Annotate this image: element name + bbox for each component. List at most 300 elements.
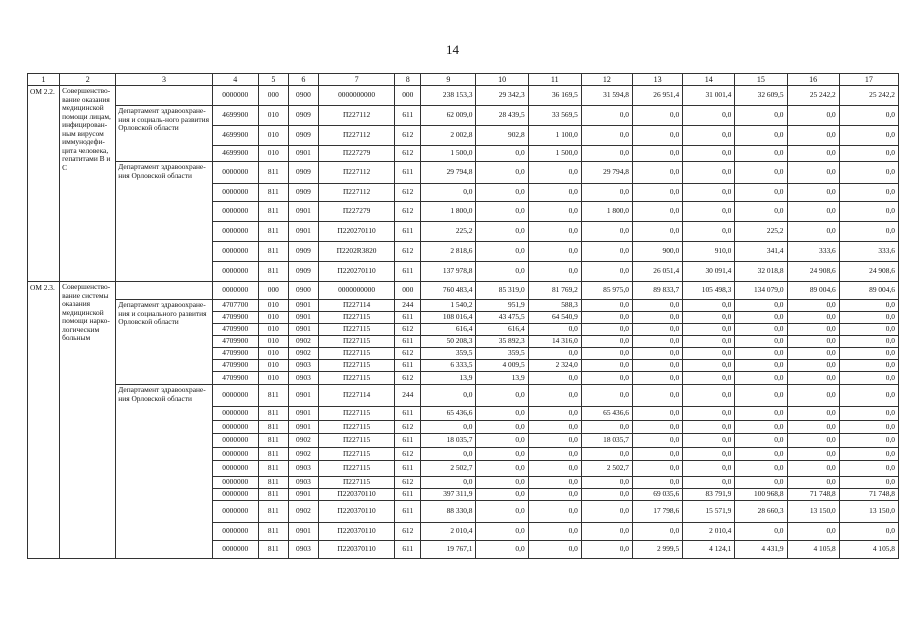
amount-cell: 0,0: [581, 300, 632, 312]
amount-cell: 0,0: [787, 348, 839, 360]
code-cell: П220370110: [318, 501, 394, 523]
column-number-header: 14: [683, 74, 735, 86]
code-cell: 811: [258, 461, 288, 477]
code-cell: П227112: [318, 126, 394, 146]
column-number-header: 1: [28, 74, 60, 86]
column-number-header: 11: [528, 74, 581, 86]
amount-cell: 25 242,2: [787, 86, 839, 106]
amount-cell: 4 009,5: [476, 360, 528, 372]
amount-cell: 50 208,3: [421, 336, 476, 348]
code-cell: П227115: [318, 348, 394, 360]
code-cell: 0909: [288, 184, 318, 202]
code-cell: 010: [258, 146, 288, 162]
amount-cell: 0,0: [839, 324, 898, 336]
code-cell: 811: [258, 385, 288, 407]
amount-cell: 26 951,4: [633, 86, 683, 106]
code-cell: 0000000: [212, 282, 258, 300]
amount-cell: 0,0: [581, 324, 632, 336]
amount-cell: 0,0: [476, 162, 528, 184]
code-cell: 0903: [288, 461, 318, 477]
code-cell: П227114: [318, 300, 394, 312]
code-cell: 612: [395, 202, 421, 222]
amount-cell: 1 800,0: [581, 202, 632, 222]
amount-cell: 0,0: [633, 126, 683, 146]
amount-cell: 0,0: [581, 184, 632, 202]
measure-code: ОМ 2.3.: [28, 282, 60, 559]
amount-cell: 0,0: [787, 523, 839, 541]
amount-cell: 0,0: [633, 372, 683, 385]
amount-cell: 333,6: [787, 242, 839, 262]
amount-cell: 25 242,2: [839, 86, 898, 106]
amount-cell: 0,0: [528, 262, 581, 282]
code-cell: 611: [395, 262, 421, 282]
code-cell: 811: [258, 523, 288, 541]
amount-cell: 0,0: [633, 222, 683, 242]
amount-cell: 0,0: [683, 448, 735, 461]
amount-cell: 0,0: [839, 348, 898, 360]
amount-cell: 0,0: [528, 202, 581, 222]
amount-cell: 0,0: [787, 336, 839, 348]
amount-cell: 26 051,4: [633, 262, 683, 282]
amount-cell: 0,0: [633, 360, 683, 372]
code-cell: 0903: [288, 541, 318, 559]
code-cell: 4699900: [212, 106, 258, 126]
amount-cell: 31 001,4: [683, 86, 735, 106]
code-cell: П227115: [318, 434, 394, 448]
code-cell: 612: [395, 348, 421, 360]
column-number-header: 16: [787, 74, 839, 86]
code-cell: 811: [258, 448, 288, 461]
organization-name: Департамент здравоохране-ния Орловской области: [116, 385, 212, 559]
code-cell: 0901: [288, 324, 318, 336]
amount-cell: 0,0: [683, 385, 735, 407]
code-cell: 0900: [288, 86, 318, 106]
amount-cell: 32 609,5: [735, 86, 787, 106]
amount-cell: 0,0: [581, 541, 632, 559]
amount-cell: 0,0: [528, 372, 581, 385]
amount-cell: 0,0: [839, 162, 898, 184]
amount-cell: 0,0: [683, 407, 735, 421]
amount-cell: 0,0: [633, 421, 683, 434]
amount-cell: 0,0: [787, 312, 839, 324]
code-cell: 612: [395, 448, 421, 461]
amount-cell: 0,0: [581, 448, 632, 461]
code-cell: П220370110: [318, 489, 394, 501]
code-cell: 0000000: [212, 461, 258, 477]
code-cell: 0000000: [212, 501, 258, 523]
code-cell: 000: [395, 86, 421, 106]
code-cell: 010: [258, 324, 288, 336]
amount-cell: 0,0: [581, 336, 632, 348]
code-cell: 0000000: [212, 434, 258, 448]
amount-cell: 0,0: [735, 372, 787, 385]
amount-cell: 36 169,5: [528, 86, 581, 106]
amount-cell: 1 540,2: [421, 300, 476, 312]
amount-cell: 0,0: [476, 541, 528, 559]
code-cell: 611: [395, 489, 421, 501]
amount-cell: 2 324,0: [528, 360, 581, 372]
amount-cell: 0,0: [528, 407, 581, 421]
amount-cell: 89 004,6: [839, 282, 898, 300]
amount-cell: 71 748,8: [839, 489, 898, 501]
code-cell: 244: [395, 300, 421, 312]
amount-cell: 0,0: [581, 489, 632, 501]
code-cell: 0000000: [212, 262, 258, 282]
code-cell: 0909: [288, 242, 318, 262]
code-cell: 0000000000: [318, 282, 394, 300]
code-cell: 0901: [288, 523, 318, 541]
amount-cell: 108 016,4: [421, 312, 476, 324]
code-cell: 0901: [288, 300, 318, 312]
code-cell: 611: [395, 360, 421, 372]
amount-cell: 2 010,4: [421, 523, 476, 541]
amount-cell: 0,0: [421, 184, 476, 202]
code-cell: 611: [395, 222, 421, 242]
amount-cell: 105 498,3: [683, 282, 735, 300]
amount-cell: 0,0: [839, 372, 898, 385]
amount-cell: 0,0: [735, 324, 787, 336]
amount-cell: 0,0: [581, 262, 632, 282]
code-cell: 0909: [288, 106, 318, 126]
amount-cell: 0,0: [476, 523, 528, 541]
amount-cell: 29 342,3: [476, 86, 528, 106]
amount-cell: 28 439,5: [476, 106, 528, 126]
amount-cell: 134 079,0: [735, 282, 787, 300]
amount-cell: 616,4: [421, 324, 476, 336]
code-cell: 4709900: [212, 312, 258, 324]
amount-cell: 900,0: [633, 242, 683, 262]
amount-cell: 359,5: [476, 348, 528, 360]
code-cell: 612: [395, 523, 421, 541]
column-number-header: 6: [288, 74, 318, 86]
amount-cell: 0,0: [528, 348, 581, 360]
column-number-header: 5: [258, 74, 288, 86]
code-cell: 0901: [288, 407, 318, 421]
amount-cell: 85 975,0: [581, 282, 632, 300]
code-cell: 811: [258, 184, 288, 202]
amount-cell: 0,0: [476, 448, 528, 461]
amount-cell: 0,0: [421, 421, 476, 434]
code-cell: П227115: [318, 448, 394, 461]
amount-cell: 0,0: [787, 477, 839, 489]
amount-cell: 0,0: [787, 184, 839, 202]
amount-cell: 0,0: [839, 385, 898, 407]
amount-cell: 13 150,0: [787, 501, 839, 523]
code-cell: П227115: [318, 461, 394, 477]
code-cell: 611: [395, 162, 421, 184]
amount-cell: 0,0: [421, 385, 476, 407]
amount-cell: 0,0: [787, 448, 839, 461]
amount-cell: 0,0: [581, 372, 632, 385]
amount-cell: 0,0: [839, 523, 898, 541]
code-cell: 0000000: [212, 184, 258, 202]
amount-cell: 0,0: [421, 477, 476, 489]
code-cell: 612: [395, 242, 421, 262]
code-cell: П227279: [318, 146, 394, 162]
amount-cell: 0,0: [735, 336, 787, 348]
code-cell: 811: [258, 202, 288, 222]
amount-cell: 2 002,8: [421, 126, 476, 146]
amount-cell: 4 431,9: [735, 541, 787, 559]
amount-cell: 0,0: [633, 106, 683, 126]
amount-cell: 18 035,7: [421, 434, 476, 448]
amount-cell: 0,0: [787, 222, 839, 242]
organization-name: Департамент здравоохране-ния и социального развития Орловской области: [116, 300, 212, 385]
amount-cell: 24 908,6: [839, 262, 898, 282]
amount-cell: 0,0: [633, 162, 683, 184]
amount-cell: 0,0: [839, 434, 898, 448]
code-cell: 0902: [288, 348, 318, 360]
code-cell: 0000000: [212, 242, 258, 262]
amount-cell: 0,0: [476, 461, 528, 477]
amount-cell: 0,0: [633, 312, 683, 324]
code-cell: П227114: [318, 385, 394, 407]
amount-cell: 0,0: [839, 146, 898, 162]
code-cell: 0000000: [212, 489, 258, 501]
code-cell: 0902: [288, 434, 318, 448]
amount-cell: 0,0: [839, 407, 898, 421]
code-cell: 4709900: [212, 324, 258, 336]
organization-name: Департамент здравоохране-ния Орловской области: [116, 162, 212, 282]
amount-cell: 0,0: [581, 312, 632, 324]
code-cell: 811: [258, 407, 288, 421]
amount-cell: 0,0: [735, 461, 787, 477]
code-cell: П227115: [318, 477, 394, 489]
amount-cell: 0,0: [633, 336, 683, 348]
amount-cell: 0,0: [528, 434, 581, 448]
amount-cell: 0,0: [787, 434, 839, 448]
code-cell: 612: [395, 324, 421, 336]
amount-cell: 0,0: [528, 448, 581, 461]
amount-cell: 0,0: [683, 324, 735, 336]
table-row: [28, 385, 899, 407]
column-number-header: 9: [421, 74, 476, 86]
code-cell: П220370110: [318, 541, 394, 559]
amount-cell: 30 091,4: [683, 262, 735, 282]
amount-cell: 100 968,8: [735, 489, 787, 501]
table-row: [28, 106, 899, 126]
amount-cell: 0,0: [528, 489, 581, 501]
amount-cell: 0,0: [633, 523, 683, 541]
amount-cell: 0,0: [683, 461, 735, 477]
amount-cell: 0,0: [421, 448, 476, 461]
organization-name: Департамент здравоохране-ния и социаль-ного развития Орловской области: [116, 106, 212, 162]
amount-cell: 0,0: [633, 461, 683, 477]
amount-cell: 0,0: [633, 385, 683, 407]
amount-cell: 0,0: [476, 146, 528, 162]
amount-cell: 0,0: [528, 461, 581, 477]
organization-blank: [116, 86, 212, 106]
code-cell: 0901: [288, 312, 318, 324]
amount-cell: 0,0: [581, 106, 632, 126]
amount-cell: 35 892,3: [476, 336, 528, 348]
amount-cell: 0,0: [735, 477, 787, 489]
amount-cell: 0,0: [683, 146, 735, 162]
code-cell: 010: [258, 300, 288, 312]
code-cell: П227115: [318, 407, 394, 421]
code-cell: 0901: [288, 489, 318, 501]
code-cell: 0000000: [212, 202, 258, 222]
amount-cell: 0,0: [476, 385, 528, 407]
code-cell: 811: [258, 489, 288, 501]
code-cell: 0000000: [212, 421, 258, 434]
amount-cell: 83 791,9: [683, 489, 735, 501]
amount-cell: 0,0: [581, 348, 632, 360]
amount-cell: 2 502,7: [421, 461, 476, 477]
code-cell: П227115: [318, 324, 394, 336]
amount-cell: 0,0: [476, 477, 528, 489]
measure-name: Совершенство-вание системы оказания медицинской помощи нарко-логическим больным: [60, 282, 116, 559]
code-cell: 0000000: [212, 222, 258, 242]
amount-cell: 71 748,8: [787, 489, 839, 501]
amount-cell: 0,0: [735, 407, 787, 421]
code-cell: 611: [395, 407, 421, 421]
amount-cell: 0,0: [633, 407, 683, 421]
amount-cell: 0,0: [528, 477, 581, 489]
amount-cell: 588,3: [528, 300, 581, 312]
amount-cell: 0,0: [528, 501, 581, 523]
amount-cell: 29 794,8: [581, 162, 632, 184]
code-cell: 0900: [288, 282, 318, 300]
amount-cell: 0,0: [787, 106, 839, 126]
amount-cell: 902,8: [476, 126, 528, 146]
amount-cell: 397 311,9: [421, 489, 476, 501]
amount-cell: 951,9: [476, 300, 528, 312]
code-cell: 0902: [288, 336, 318, 348]
code-cell: 0000000000: [318, 86, 394, 106]
amount-cell: 0,0: [476, 489, 528, 501]
organization-blank: [116, 282, 212, 300]
amount-cell: 0,0: [683, 348, 735, 360]
code-cell: 0902: [288, 501, 318, 523]
amount-cell: 137 978,8: [421, 262, 476, 282]
amount-cell: 0,0: [581, 242, 632, 262]
amount-cell: 0,0: [787, 300, 839, 312]
amount-cell: 0,0: [839, 360, 898, 372]
amount-cell: 0,0: [787, 385, 839, 407]
amount-cell: 0,0: [633, 300, 683, 312]
amount-cell: 0,0: [735, 523, 787, 541]
table-row: [28, 300, 899, 312]
amount-cell: 0,0: [683, 106, 735, 126]
column-number-header: 4: [212, 74, 258, 86]
amount-cell: 0,0: [528, 421, 581, 434]
code-cell: П220370110: [318, 523, 394, 541]
code-cell: 611: [395, 312, 421, 324]
amount-cell: 341,4: [735, 242, 787, 262]
code-cell: 0901: [288, 385, 318, 407]
column-number-header: 3: [116, 74, 212, 86]
code-cell: П220270110: [318, 222, 394, 242]
code-cell: 0000000: [212, 407, 258, 421]
column-number-header: 13: [633, 74, 683, 86]
page-number: 14: [446, 42, 459, 57]
code-cell: 244: [395, 385, 421, 407]
code-cell: 0909: [288, 262, 318, 282]
code-cell: 612: [395, 477, 421, 489]
amount-cell: 0,0: [735, 184, 787, 202]
code-cell: 0000000: [212, 477, 258, 489]
amount-cell: 0,0: [683, 126, 735, 146]
measure-name: Совершенство-вание оказания медицинской помощи лицам, инфицирован-ным вирусом иммунодефи-цита человека, гепатитами В и С: [60, 86, 116, 282]
amount-cell: 0,0: [735, 300, 787, 312]
amount-cell: 0,0: [839, 312, 898, 324]
amount-cell: 0,0: [683, 312, 735, 324]
code-cell: 811: [258, 162, 288, 184]
code-cell: 4709900: [212, 372, 258, 385]
amount-cell: 0,0: [581, 385, 632, 407]
amount-cell: 0,0: [683, 300, 735, 312]
amount-cell: 225,2: [735, 222, 787, 242]
amount-cell: 0,0: [839, 448, 898, 461]
code-cell: П227115: [318, 360, 394, 372]
code-cell: 0903: [288, 477, 318, 489]
amount-cell: 0,0: [735, 448, 787, 461]
amount-cell: 0,0: [839, 106, 898, 126]
amount-cell: 4 105,8: [787, 541, 839, 559]
amount-cell: 0,0: [581, 477, 632, 489]
column-number-header: 10: [476, 74, 528, 86]
amount-cell: 0,0: [683, 222, 735, 242]
amount-cell: 0,0: [839, 421, 898, 434]
amount-cell: 0,0: [476, 202, 528, 222]
table-row: [28, 162, 899, 184]
amount-cell: 13,9: [476, 372, 528, 385]
amount-cell: 0,0: [735, 360, 787, 372]
amount-cell: 1 100,0: [528, 126, 581, 146]
code-cell: 000: [258, 282, 288, 300]
amount-cell: 13 150,0: [839, 501, 898, 523]
amount-cell: 0,0: [683, 360, 735, 372]
amount-cell: 0,0: [633, 324, 683, 336]
amount-cell: 0,0: [787, 407, 839, 421]
code-cell: 811: [258, 262, 288, 282]
amount-cell: 0,0: [476, 222, 528, 242]
amount-cell: 33 569,5: [528, 106, 581, 126]
code-cell: П220270110: [318, 262, 394, 282]
amount-cell: 0,0: [633, 477, 683, 489]
code-cell: П227115: [318, 312, 394, 324]
code-cell: 0903: [288, 372, 318, 385]
code-cell: 010: [258, 312, 288, 324]
amount-cell: 0,0: [735, 106, 787, 126]
amount-cell: 69 035,6: [633, 489, 683, 501]
amount-cell: 13,9: [421, 372, 476, 385]
amount-cell: 2 818,6: [421, 242, 476, 262]
amount-cell: 0,0: [683, 202, 735, 222]
amount-cell: 81 769,2: [528, 282, 581, 300]
code-cell: 4709900: [212, 336, 258, 348]
amount-cell: 616,4: [476, 324, 528, 336]
amount-cell: 1 500,0: [528, 146, 581, 162]
amount-cell: 0,0: [683, 477, 735, 489]
amount-cell: 0,0: [735, 312, 787, 324]
code-cell: 612: [395, 126, 421, 146]
amount-cell: 85 319,0: [476, 282, 528, 300]
code-cell: 611: [395, 461, 421, 477]
amount-cell: 0,0: [787, 461, 839, 477]
amount-cell: 0,0: [683, 336, 735, 348]
code-cell: 612: [395, 184, 421, 202]
code-cell: 811: [258, 242, 288, 262]
code-cell: 4699900: [212, 146, 258, 162]
column-number-header: 8: [395, 74, 421, 86]
amount-cell: 0,0: [581, 222, 632, 242]
amount-cell: 0,0: [839, 202, 898, 222]
amount-cell: 0,0: [476, 262, 528, 282]
code-cell: 0000000: [212, 523, 258, 541]
code-cell: 811: [258, 501, 288, 523]
